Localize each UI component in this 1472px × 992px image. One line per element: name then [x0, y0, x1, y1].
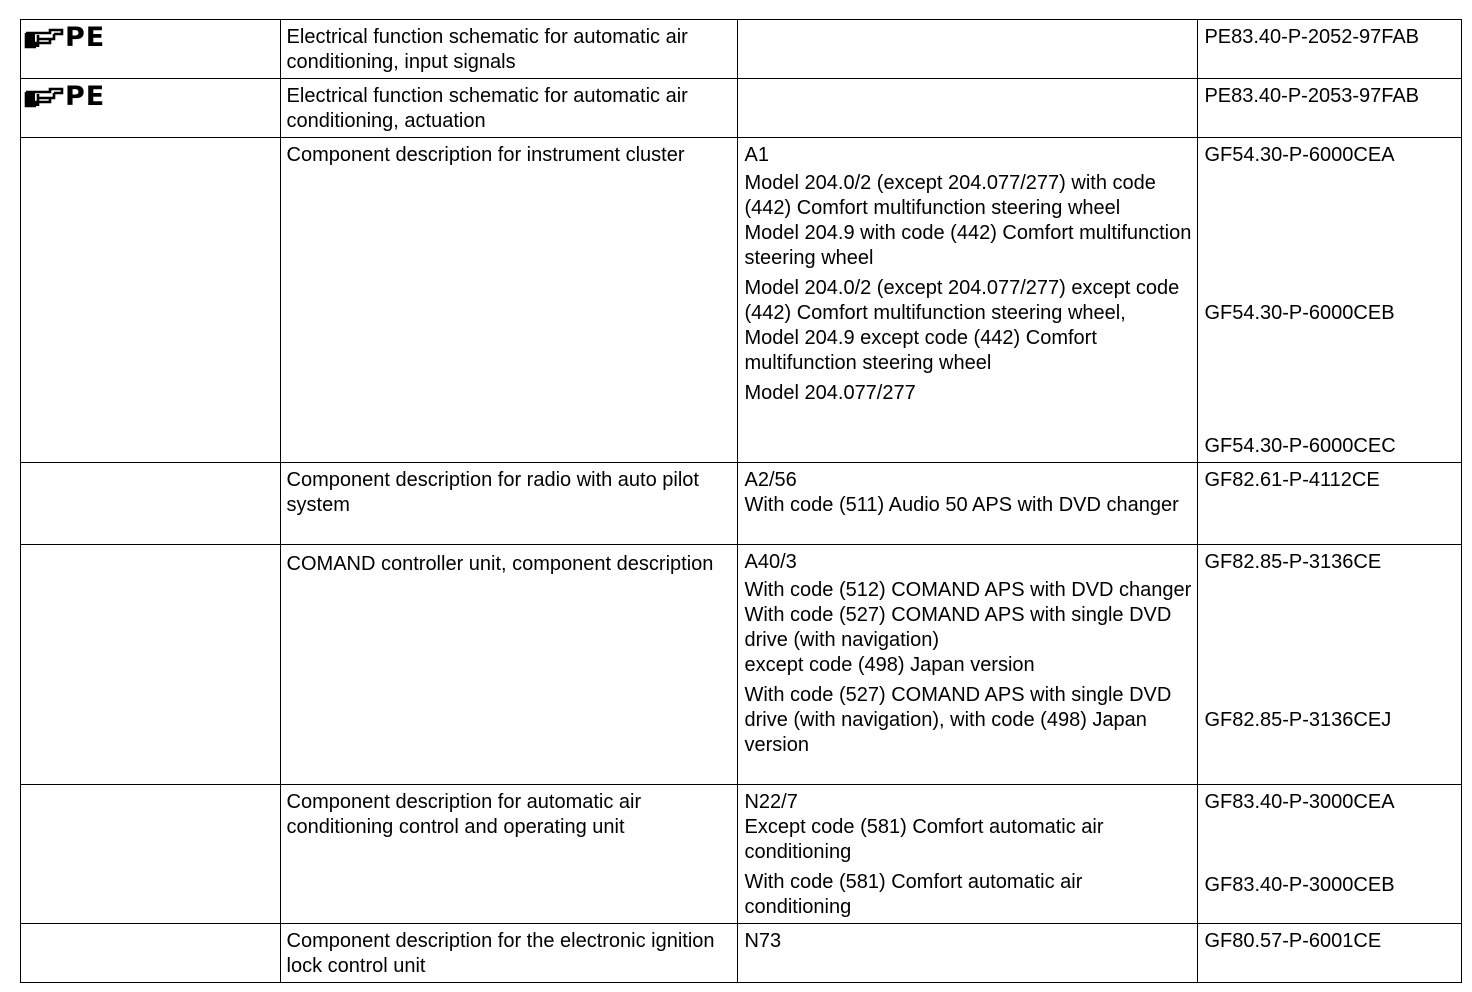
ref-cell — [1198, 924, 1462, 983]
ref-cell — [1198, 463, 1462, 545]
ref-cell — [1198, 138, 1462, 463]
component-code: A40/3 — [744, 551, 797, 573]
component-code: A2/56 — [744, 469, 797, 491]
document-ref-link[interactable]: PE83.40-P-2052-97FAB — [1204, 26, 1420, 48]
badge-cell — [21, 79, 281, 138]
ref-cell — [1198, 20, 1462, 79]
document-ref-link[interactable]: GF82.85-P-3136CEJ — [1204, 709, 1392, 731]
document-ref-link[interactable]: GF54.30-P-6000CEA — [1204, 144, 1395, 166]
code-cell: A2/56 With code (511) Audio 50 APS with DVD changer — [738, 463, 1198, 545]
pointing-hand-icon — [24, 84, 64, 110]
title-cell: Electrical function schematic for automatic air conditioning, actuation — [280, 79, 738, 138]
ref-cell — [1198, 785, 1462, 924]
title-cell: Component description for the electronic ignition lock control unit — [280, 924, 738, 983]
pe-badge[interactable] — [21, 79, 280, 111]
ref-cell — [1198, 79, 1462, 138]
document-ref-link[interactable]: GF82.85-P-3136CE — [1204, 551, 1382, 573]
pe-badge[interactable] — [21, 20, 280, 52]
document-ref-link[interactable]: PE83.40-P-2053-97FAB — [1204, 85, 1420, 107]
table-row — [21, 138, 1462, 463]
title-cell: Component description for radio with auto pilot system — [280, 463, 738, 545]
code-cell: A40/3 With code (512) COMAND APS with DVD changer With code (527) COMAND APS with single DVD drive (with navigation) except code (498) Japan version With code (527) COMAND APS with single DVD drive (with navigation), with code (498) Japan version — [738, 545, 1198, 785]
document-ref-link[interactable]: GF80.57-P-6001CE — [1204, 930, 1382, 952]
code-cell — [738, 20, 1198, 79]
table-row — [21, 20, 1462, 79]
table-row — [21, 924, 1462, 983]
table-row — [21, 785, 1462, 924]
component-code: N22/7 — [744, 791, 798, 813]
badge-label: PE — [65, 81, 106, 112]
pointing-hand-icon — [24, 25, 64, 51]
table-row — [21, 79, 1462, 138]
document-ref-link[interactable]: GF83.40-P-3000CEA — [1204, 791, 1395, 813]
code-cell: N22/7 Except code (581) Comfort automatic air conditioning With code (581) Comfort automatic air conditioning — [738, 785, 1198, 924]
document-ref-link[interactable]: GF82.61-P-4112CE — [1204, 469, 1380, 491]
title-cell: Component description for automatic air conditioning control and operating unit — [280, 785, 738, 924]
document-ref-link[interactable]: GF54.30-P-6000CEC — [1204, 435, 1396, 457]
badge-label: PE — [65, 22, 106, 53]
title-cell: Electrical function schematic for automatic air conditioning, input signals — [280, 20, 738, 79]
table-row — [21, 463, 1462, 545]
reference-table — [20, 19, 1462, 983]
document-ref-link[interactable]: GF83.40-P-3000CEB — [1204, 874, 1395, 896]
component-code: N73 — [744, 930, 782, 952]
component-code: A1 — [744, 144, 769, 166]
title-cell: COMAND controller unit, component description — [280, 545, 738, 785]
badge-cell — [21, 20, 281, 79]
title-cell: Component description for instrument cluster — [280, 138, 738, 463]
code-cell — [738, 79, 1198, 138]
document-ref-link[interactable]: GF54.30-P-6000CEB — [1204, 302, 1395, 324]
code-cell — [738, 924, 1198, 983]
code-cell: A1 Model 204.0/2 (except 204.077/277) with code (442) Comfort multifunction steering wheel Model 204.9 with code (442) Comfort multifunction steering wheel Model 204.0/2 (except 204.077/277) except code (442) Comfort multifunction steering wheel, Model 204.9 except code (442) Comfort multifunction steering wheel Model 204.077/277 — [738, 138, 1198, 463]
table-row — [21, 545, 1462, 785]
ref-cell — [1198, 545, 1462, 785]
